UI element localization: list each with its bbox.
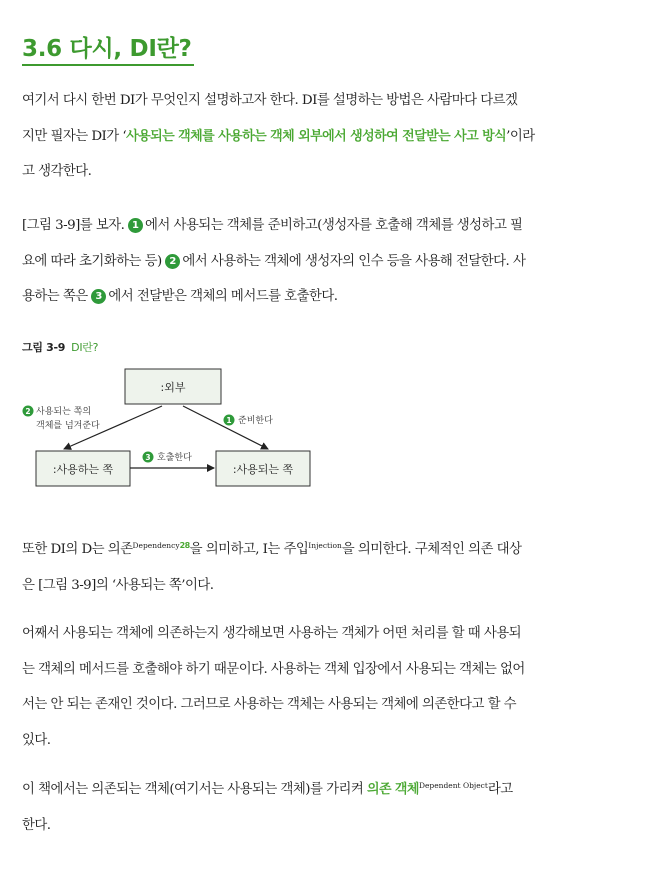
box-user-label: :사용하는 쪽 [52,463,114,476]
superscript-term: Injection [308,541,342,550]
text-line: 어째서 사용되는 객체에 의존하는지 생각해보면 사용하는 객체가 어떤 처리를 할 때 사용되 [22,626,522,641]
footnote-marker: 28 [179,541,190,550]
text-segment: ’이라 [506,128,535,144]
text-segment: 을 의미하고, I는 주입 [189,542,309,557]
box-used-label: :사용되는 쪽 [232,463,294,476]
text-segment: 이 책에서는 의존되는 객체(여기서는 사용되는 객체)를 가리켜 [22,782,367,797]
paragraph-dependent-object [22,768,642,843]
label-pass-object-2: 객체를 넘겨준다 [36,421,100,431]
paragraph-dependency-reason [22,616,642,758]
step-2-badge: 2 [165,254,180,269]
step-1-number: 1 [226,416,232,425]
highlighted-term: 의존 객체 [366,782,419,797]
step-2-number: 2 [25,407,31,416]
text-line: 있다. [22,732,51,748]
paragraph-di-meaning [22,528,642,603]
text-segment: 에서 전달받은 객체의 메서드를 호출한다. [108,289,338,304]
text-line [22,768,642,808]
step-3-number: 3 [145,453,151,462]
text-line: 한다. [22,817,51,833]
text-line [22,528,642,568]
box-outside-label: :외부 [160,381,186,394]
step-3-badge: 3 [91,289,106,304]
text-segment: 용하는 쪽은 [22,289,92,304]
text-segment: 지만 필자는 DI가 ‘ [22,128,127,144]
arrow-outside-to-used [183,406,268,449]
text-line: 여기서 다시 한번 DI가 무엇인지 설명하고자 한다. DI를 설명하는 방법은 사람마다 다르겠 [22,93,518,108]
text-segment: 에서 사용하는 객체에 생성자의 인수 등을 사용해 전달한다. 사 [182,253,526,269]
text-segment: 요에 따라 초기화하는 등) [22,253,166,269]
text-line: 고 생각한다. [22,164,92,179]
superscript-term: Dependent Object [418,781,488,790]
label-call: 호출한다 [157,453,192,463]
step-1-badge: 1 [128,218,143,233]
superscript-term: Dependency [132,541,180,550]
label-pass-object-1: 사용되는 쪽의 [36,407,92,417]
text-segment: [그림 3-9]를 보자. [22,218,129,233]
text-segment: 에서 사용되는 객체를 준비하고(생성자를 호출해 객체를 생성하고 필 [145,218,523,233]
label-prepare: 준비한다 [238,416,273,426]
text-line: 서는 안 되는 존재인 것이다. 그러므로 사용하는 객체는 사용되는 객체에 의존한다고 할 수 [22,697,517,712]
text-segment: 라고 [487,782,513,797]
figure-title: DI란? [71,341,99,354]
text-segment: 또한 DI의 D는 의존 [22,542,133,557]
highlighted-definition: 사용되는 객체를 사용하는 객체 외부에서 생성하여 전달받는 사고 방식 [126,128,507,144]
figure-label: 그림 3-9 [22,341,66,354]
section-title: 3.6 다시, DI란? [22,36,192,62]
text-line: 은 [그림 3-9]의 ‘사용되는 쪽’이다. [22,577,214,593]
text-segment: 을 의미한다. 구체적인 의존 대상 [341,542,522,557]
text-line: 는 객체의 메서드를 호출해야 하기 때문이다. 사용하는 객체 입장에서 사용되는 객체는 없어 [22,661,525,677]
